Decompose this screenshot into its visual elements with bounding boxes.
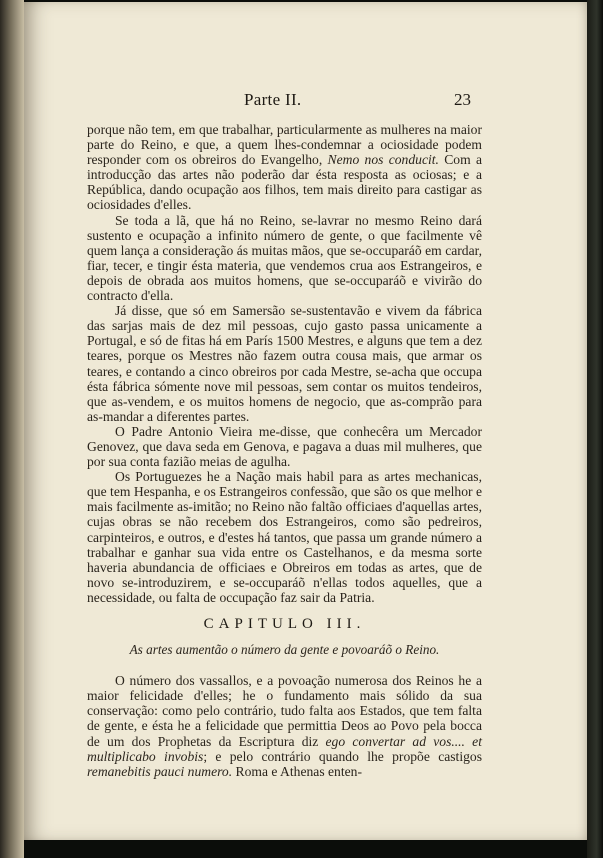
paragraph: [87, 424, 482, 469]
page-header: [24, 90, 587, 114]
paragraphs: [87, 122, 482, 605]
chapter-paragraphs: [87, 673, 482, 779]
running-title: Parte II.: [244, 90, 302, 109]
text-run: ; e pelo contrário quando lhe propõe castigos: [203, 748, 482, 764]
text-run: Já disse, que só em Samersão se-sustentavão e vivem da fábrica das sarjas mais de dez mil pessoas, cujo gasto passa unicamente a Portugal, e só de fitas há em París 1500 Mestres, e alguns que tem a dez teares, porque os Mestres não fazem outra cousa mais, que armar os teares, e contando a cinco obreiros por cada Mestre, se-acha que occupa ésta fábrica sómente nove mil pessoas, sem contar os muitos tendeiros, que as-vendem, e os muitos homens de negocio, que as-comprão para as-mandar a diferentes partes.: [87, 303, 482, 424]
italic-text: ego convertar ad vos.... et multiplicabo invobis: [87, 733, 482, 764]
paragraph: [87, 122, 482, 213]
text-run: O número dos vassallos, e a povoação numerosa dos Reinos he a maior felicidade d'elles; he o fundamento mais sólido da sua conservação: como pelo contrário, tudo falta aos Estados, que tem falta de gente, e ésta he a felicidade que permittia Deos ao Povo pela bocca de um dos Prophetas da Escriptura diz: [87, 673, 482, 749]
paragraph: [87, 303, 482, 424]
paragraph: [87, 213, 482, 304]
text-run: Os Portuguezes he a Nação mais habil para as artes mechanicas, que tem Hespanha, e os Estrangeiros confessão, que são os que melhor e mais facilmente as-imitão; no Reino não faltão officiaes d'aquellas artes, cujas obras se não recebem dos Estrangeiros, como são pedreiros, carpinteiros, e outros, e d'estes há tantos, que passa um grande número a trabalhar e ganhar sua vida entre os Castelhanos, e da mesma sorte haveria abundancia de officiaes e Obreiros em todas as artes, que de novo se-introduzirem, e se-occuparáõ n'ellas todos aquelles, que a necessidade, ou falta de occupação faz sair da Patria.: [87, 469, 482, 605]
text-run: Roma e Athenas enten-: [232, 763, 362, 779]
page-number: 23: [454, 90, 471, 109]
book-page: [24, 2, 587, 840]
text-run: porque não tem, em que trabalhar, particularmente as mulheres na maior parte do Reino, e que, a quem lhes-condemnar a ociosidade podem responder com os obreiros do Evangelho,: [87, 122, 482, 168]
body-text: [87, 122, 482, 779]
chapter-title: CAPITULO III.: [203, 616, 366, 632]
italic-text: Nemo nos conducit.: [327, 152, 439, 168]
chapter-subtitle: As artes aumentão o número da gente e povoaráõ o Reino.: [129, 642, 440, 658]
italic-text: remanebitis pauci numero.: [87, 763, 233, 779]
paragraph: [87, 673, 482, 779]
left-page-edge: [0, 0, 24, 858]
text-run: Se toda a lã, que há no Reino, se-lavrar no mesmo Reino dará sustento e ocupação a infinito número de gente, o que facilmente vê quem lança a consideração ás muitas mãos, que se-occuparáõ em cardar, fiar, tecer, e tingir ésta materia, que vendemos crua aos Estrangeiros, e depois de obrada aos muitos homens, que se-occuparáõ e vivirão do contracto d'ella.: [87, 212, 482, 304]
text-run: Com a introducção das artes não poderão dar ésta resposta as ociosas; e a República, dando ocupação aos filhos, tem mais direito para castigar as ociosidades d'elles.: [87, 152, 482, 213]
text-run: O Padre Antonio Vieira me-disse, que conhecêra um Mercador Genovez, que dava seda em Genova, e pagava a duas mil mulheres, que por sua conta fazião meias de agulha.: [87, 423, 482, 470]
right-background-edge: [587, 0, 603, 858]
paragraph: [87, 469, 482, 605]
